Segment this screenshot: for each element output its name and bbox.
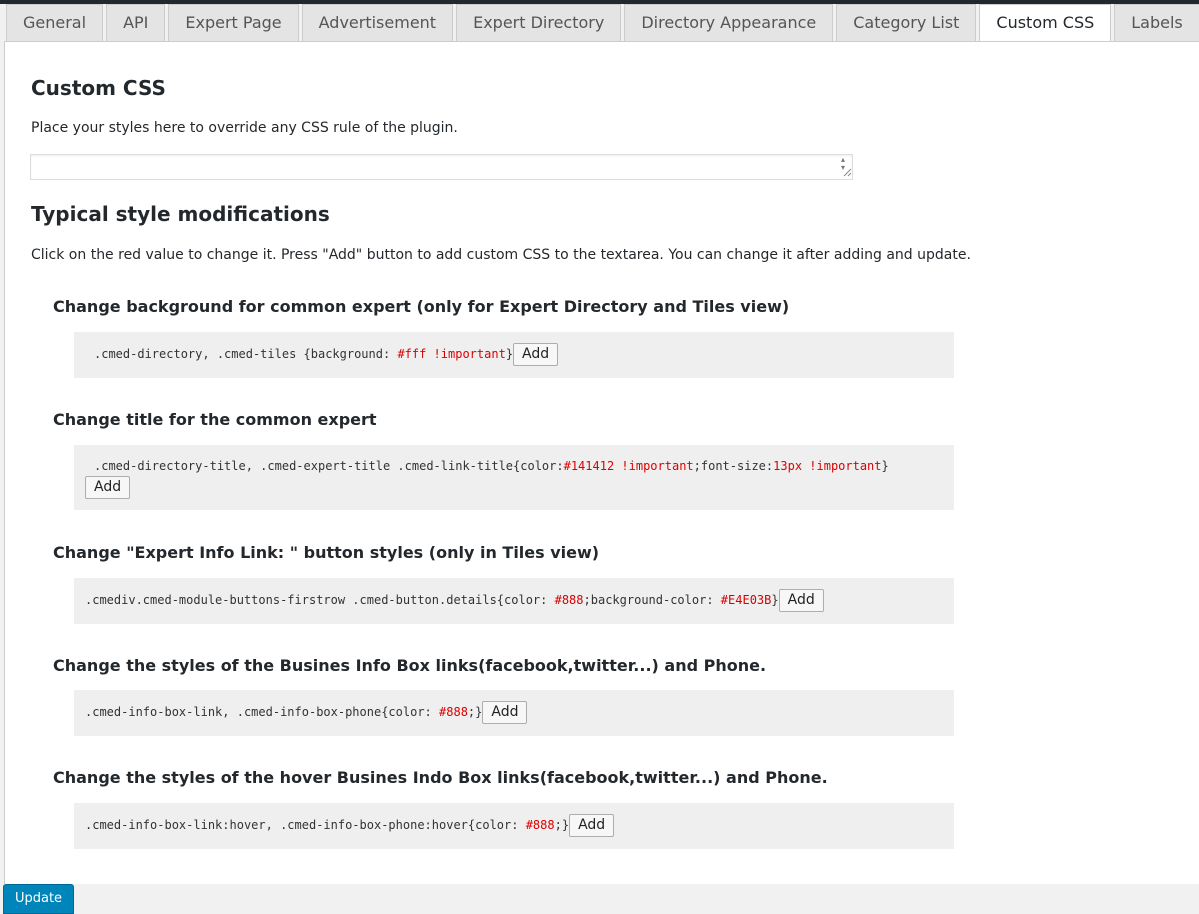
tab-api[interactable]: API	[106, 4, 165, 41]
code-snippet-box	[74, 578, 954, 624]
editable-red-value[interactable]: #E4E03B	[720, 593, 772, 607]
tab-labels[interactable]: Labels	[1114, 4, 1199, 41]
tab-category-list[interactable]: Category List	[836, 4, 976, 41]
modification-title: Change "Expert Info Link: " button styles (only in Tiles view)	[53, 543, 600, 562]
code-snippet-box	[74, 445, 954, 510]
code-text: .cmediv.cmed-module-buttons-firstrow .cmed-button.details{color:	[85, 593, 555, 607]
editable-red-value[interactable]: #888	[554, 593, 584, 607]
modification-title: Change the styles of the hover Busines Indo Box links(facebook,twitter...) and Phone.	[53, 768, 828, 787]
code-text: .cmed-directory, .cmed-tiles {background:	[94, 347, 398, 361]
tab-advertisement[interactable]: Advertisement	[302, 4, 453, 41]
editable-red-value[interactable]: #888	[439, 705, 468, 719]
code-text: }	[881, 459, 889, 473]
update-button[interactable]: Update	[3, 884, 74, 914]
editable-red-value[interactable]: #fff !important	[397, 347, 506, 361]
custom-css-textarea[interactable]	[30, 154, 853, 180]
custom-css-description: Place your styles here to override any CSS rule of the plugin.	[31, 120, 458, 136]
editable-red-value[interactable]: #888	[525, 818, 555, 832]
tab-general[interactable]: General	[6, 4, 103, 41]
code-snippet-box	[74, 803, 954, 849]
modification-title: Change title for the common expert	[53, 410, 377, 429]
add-css-button[interactable]: Add	[513, 343, 558, 366]
settings-tabs	[6, 4, 1199, 41]
code-text: ;}	[554, 818, 570, 832]
code-text: .cmed-info-box-link:hover, .cmed-info-box-phone:hover{color:	[85, 818, 526, 832]
editable-red-value[interactable]: 13px !important	[773, 459, 882, 473]
code-text: ;background-color:	[583, 593, 721, 607]
code-text: ;font-size:	[693, 459, 774, 473]
spinner-arrows-icon: ▴ ▾	[841, 155, 846, 172]
code-snippet-box	[74, 332, 954, 378]
modification-title: Change the styles of the Busines Info Box links(facebook,twitter...) and Phone.	[53, 656, 767, 675]
typical-modifications-heading: Typical style modifications	[31, 202, 330, 226]
typical-modifications-description: Click on the red value to change it. Press "Add" button to add custom CSS to the textarea. You can change it after adding and update.	[31, 247, 971, 263]
add-css-button[interactable]: Add	[569, 814, 614, 837]
custom-css-heading: Custom CSS	[31, 76, 166, 100]
tab-expert-directory[interactable]: Expert Directory	[456, 4, 621, 41]
modification-title: Change background for common expert (only for Expert Directory and Tiles view)	[53, 297, 790, 316]
code-text: ;}	[467, 705, 483, 719]
code-text: }	[505, 347, 514, 361]
code-snippet-box	[74, 690, 954, 736]
code-text: .cmed-info-box-link, .cmed-info-box-phone{color:	[85, 705, 440, 719]
tab-custom-css[interactable]: Custom CSS	[979, 4, 1111, 42]
tab-directory-appearance[interactable]: Directory Appearance	[624, 4, 833, 41]
tab-expert-page[interactable]: Expert Page	[168, 4, 298, 41]
code-text: .cmed-directory-title, .cmed-expert-title .cmed-link-title{color:	[94, 459, 564, 473]
add-css-button[interactable]: Add	[779, 589, 824, 612]
add-css-button[interactable]: Add	[85, 476, 130, 499]
custom-css-panel	[4, 41, 1199, 884]
editable-red-value[interactable]: #141412 !important	[563, 459, 694, 473]
add-css-button[interactable]: Add	[482, 701, 527, 724]
code-text: }	[771, 593, 779, 607]
resize-grip-icon[interactable]	[842, 167, 852, 177]
